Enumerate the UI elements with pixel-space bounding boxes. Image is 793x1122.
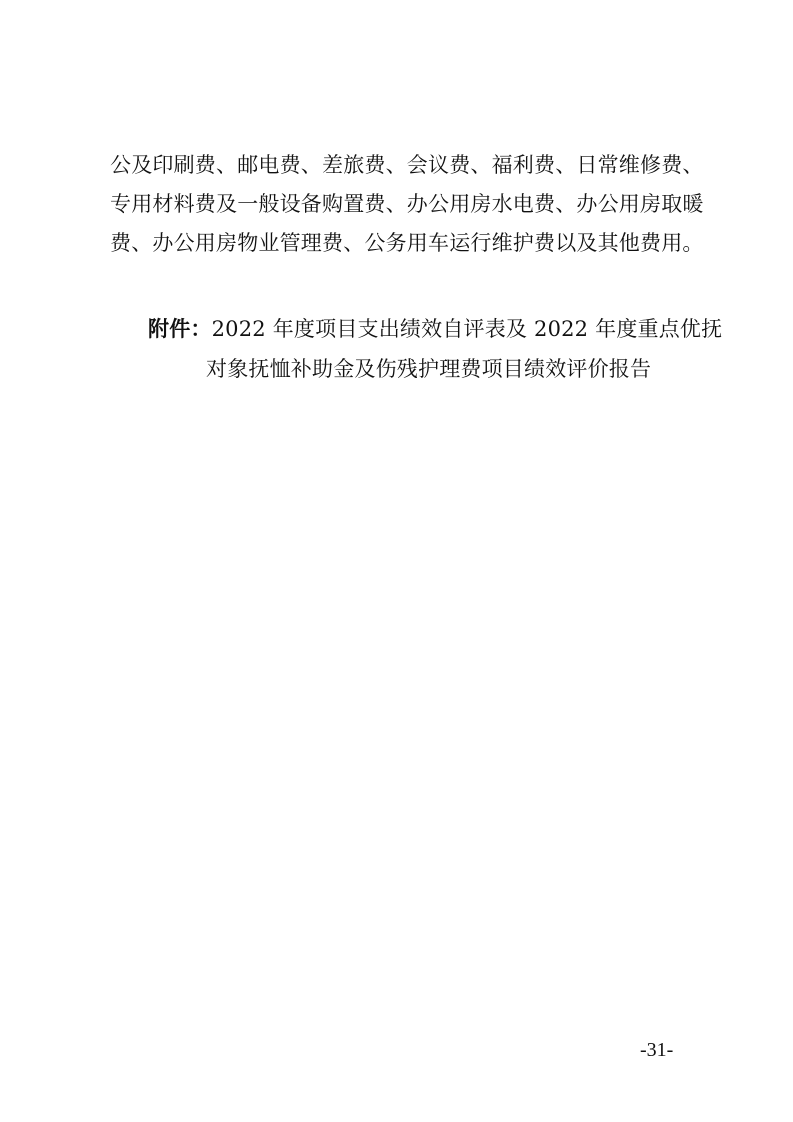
attachment-note	[148, 309, 723, 389]
attachment-title-part-1: 2022 年度项目支出绩效自评表及 2022 年度重点优抚	[211, 317, 723, 341]
attachment-first-line	[148, 309, 723, 349]
body-line: 专用材料费及一般设备购置费、办公用房水电费、办公用房取暖	[110, 192, 704, 216]
attachment-label: 附件：	[148, 317, 212, 341]
page-number: -31-	[640, 1039, 674, 1061]
body-paragraph	[110, 146, 704, 263]
body-line: 费、办公用房物业管理费、公务用车运行维护费以及其他费用。	[110, 231, 704, 255]
body-line: 公及印刷费、邮电费、差旅费、会议费、福利费、日常维修费、	[110, 153, 704, 177]
attachment-title-part-2: 对象抚恤补助金及伤残护理费项目绩效评价报告	[206, 357, 652, 381]
